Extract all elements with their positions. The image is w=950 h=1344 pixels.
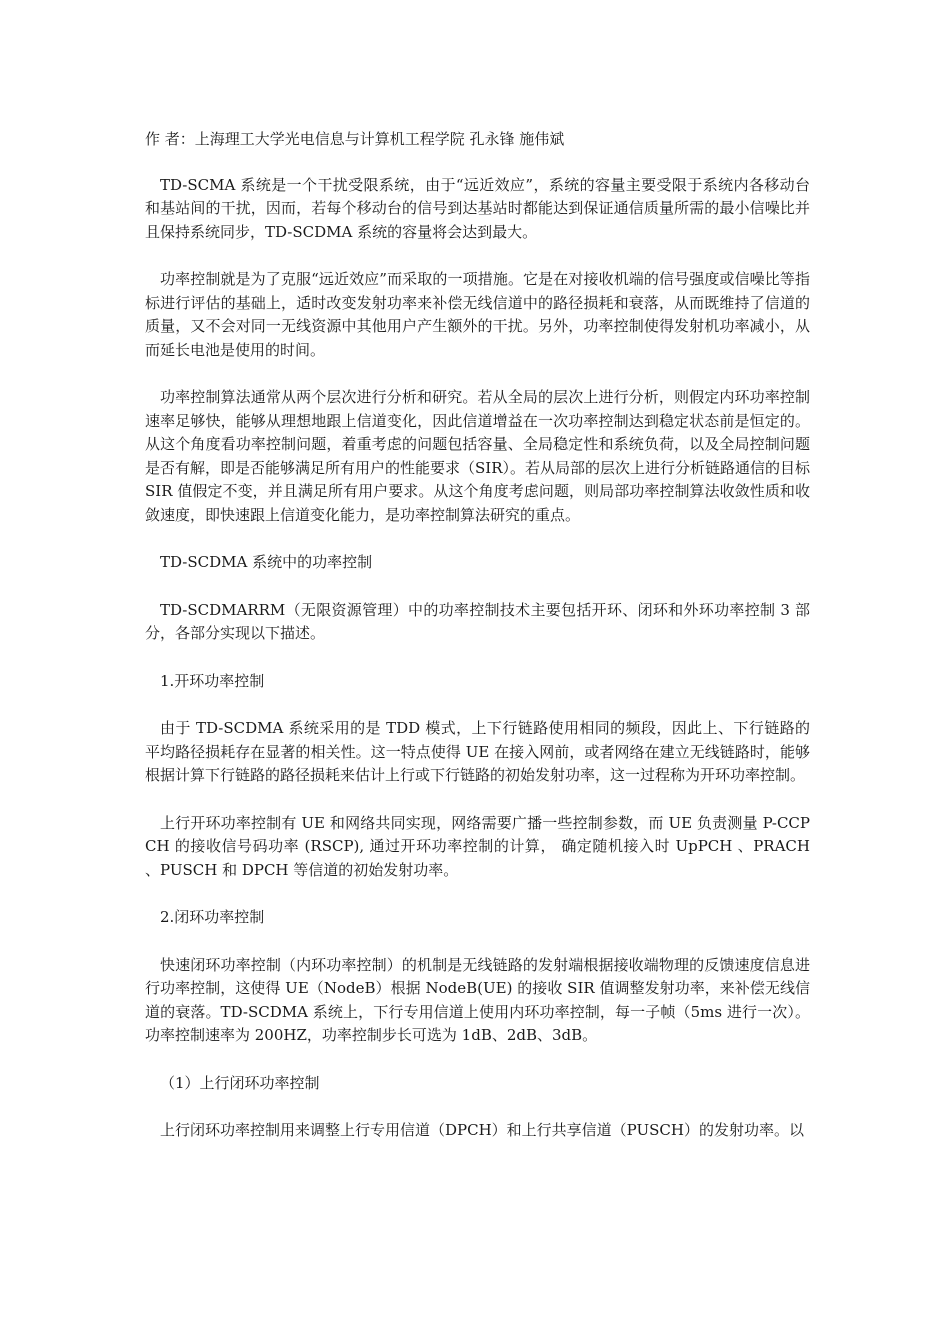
document-body: [145, 128, 810, 1167]
paragraph-uplink-closed-loop: 上行闭环功率控制用来调整上行专用信道（DPCH）和上行共享信道（PUSCH）的发射功率。以: [160, 1121, 804, 1139]
section-heading-open-loop: 1.开环功率控制: [160, 671, 265, 690]
paragraph-rrm-overview: TD-SCDMARRM（无限资源管理）中的功率控制技术主要包括开环、闭环和外环功率控制 3 部分，各部分实现以下描述。: [145, 600, 810, 642]
paragraph-closed-loop: 快速闭环功率控制（内环功率控制）的机制是无线链路的发射端根据接收端物理的反馈速度信息进行功率控制，这使得 UE（NodeB）根据 NodeB(UE) 的接收 SIR 值调整发射功率，来补偿无线信道的衰落。TD-SCDMA 系统上，下行专用信道上使用内环功率控制，每一子帧（5ms 进行一次）。功率控制速率为 200HZ，功率控制步长可选为 1dB、2dB、3dB。: [145, 955, 810, 1044]
paragraph-power-control-purpose: 功率控制就是为了克服“远近效应”而采取的一项措施。它是在对接收机端的信号强度或信噪比等指标进行评估的基础上，适时改变发射功率来补偿无线信道中的路径损耗和衰落，从而既维持了信道的质量，又不会对同一无线资源中其他用户产生额外的干扰。另外，功率控制使得发射机功率减小，从而延长电池是使用的时间。: [145, 270, 810, 359]
paragraph-intro: TD-SCMA 系统是一个干扰受限系统，由于“远近效应”，系统的容量主要受限于系统内各移动台和基站间的干扰，因而，若每个移动台的信号到达基站时都能达到保证通信质量所需的最小信噪比并且保持系统同步，TD-SCDMA 系统的容量将会达到最大。: [145, 175, 810, 241]
paragraph-open-loop: 由于 TD-SCDMA 系统采用的是 TDD 模式，上下行链路使用相同的频段，因此上、下行链路的平均路径损耗存在显著的相关性。这一特点使得 UE 在接入网前，或者网络在建立无线链路时，能够根据计算下行链路的路径损耗来估计上行或下行链路的初始发射功率，这一过程称为开环功率控制。: [145, 719, 810, 784]
subsection-heading-uplink-closed-loop: （1）上行闭环功率控制: [160, 1073, 320, 1092]
section-heading-closed-loop: 2.闭环功率控制: [160, 908, 265, 926]
paragraph-algorithm-analysis: 功率控制算法通常从两个层次进行分析和研究。若从全局的层次上进行分析，则假定内环功率控制速率足够快，能够从理想地跟上信道变化，因此信道增益在一次功率控制达到稳定状态前是恒定的。从这个角度看功率控制问题，着重考虑的问题包括容量、全局稳定性和系统负荷，以及全局控制问题是否有解，即是否能够满足所有用户的性能要求（SIR）。若从局部的层次上进行分析链路通信的目标 SIR 值假定不变，并且满足所有用户要求。从这个角度考虑问题，则局部功率控制算法收敛性质和收敛速度，即快速跟上信道变化能力，是功率控制算法研究的重点。: [145, 388, 810, 524]
author-byline: 作 者：上海理工大学光电信息与计算机工程学院 孔永锋 施伟斌: [145, 130, 565, 148]
paragraph-uplink-open-loop: 上行开环功率控制有 UE 和网络共同实现，网络需要广播一些控制参数，而 UE 负责测量 P-CCPCH 的接收信号码功率 (RSCP), 通过开环功率控制的计算， 确定随机接入时 UpPCH 、PRACH 、PUSCH 和 DPCH 等信道的初始发射功率。: [145, 813, 810, 879]
section-heading-td-scdma-power-control: TD-SCDMA 系统中的功率控制: [160, 553, 373, 571]
